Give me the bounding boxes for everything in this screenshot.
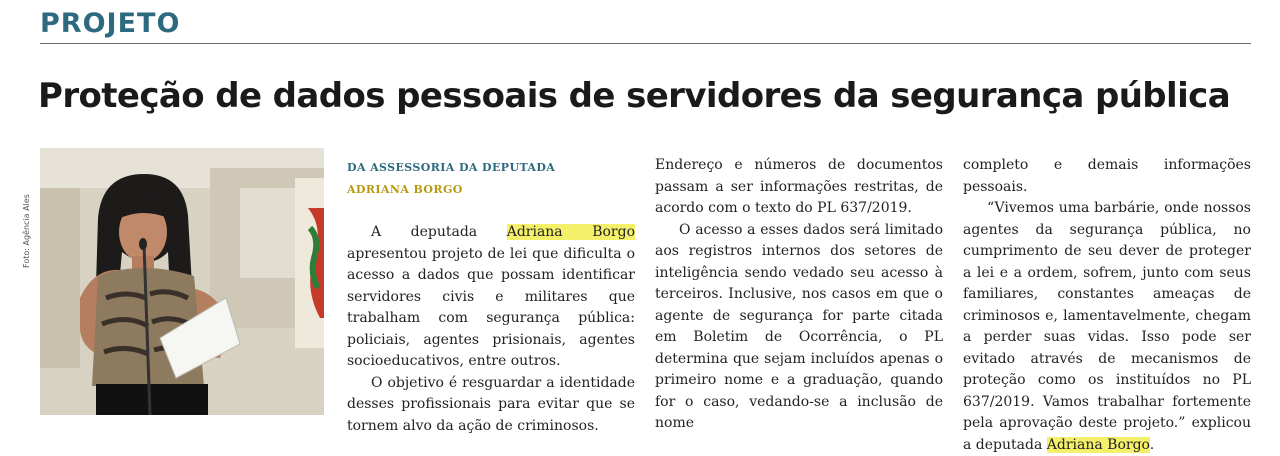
byline-source: DA ASSESSORIA DA DEPUTADA [347, 161, 556, 174]
headline: Proteção de dados pessoais de servidores da segurança pública [38, 76, 1231, 116]
photo-credit [22, 150, 36, 270]
deputy-name-highlight: Adriana Borgo [506, 224, 635, 240]
paragraph-text: apresentou projeto de lei que dificulta o acesso a dados que possam identificar servidores civis e militares que trabalham com segurança pública: policiais, agentes prisionais, agentes socioeducativos, entre outros. [347, 245, 635, 369]
byline [347, 157, 555, 201]
section-label: PROJETO [40, 8, 181, 39]
article-paragraph [963, 198, 1251, 456]
article-column-3 [963, 155, 1251, 456]
article-column-2 [655, 155, 943, 435]
byline-author: ADRIANA BORGO [347, 183, 463, 196]
section-divider [40, 43, 1251, 44]
photo-credit-text: Foto: Agência Ales [22, 194, 31, 268]
deputy-photo-illustration [40, 148, 324, 415]
article-paragraph: Endereço e números de documentos passam a ser informações restritas, de acordo com o texto do PL 637/2019. [655, 157, 943, 216]
deputy-photo [40, 148, 324, 415]
deputy-name-highlight: Adriana Borgo [1046, 436, 1150, 453]
article-paragraph [347, 222, 635, 373]
article-column-1 [347, 222, 635, 437]
paragraph-end: . [1149, 436, 1155, 453]
article-paragraph: O objetivo é resguardar a identidade desses profissionais para evitar que se tornem alvo da ação de criminosos. [347, 374, 635, 434]
quote-text: “Vivemos uma barbárie, onde nossos agentes da segurança pública, no cumprimento de seu dever de proteger a lei e a ordem, sofrem, junto com seus familiares, constantes ameaças de criminosos e, lamentavelmente, chegam a perder suas vidas. Isso pode ser evitado através de mecanismos de proteção como os instituídos no PL 637/2019. Vamos trabalhar fortemente pela aprovação deste projeto.” explicou a deputada [963, 200, 1251, 453]
paragraph-text: A deputada [371, 224, 507, 240]
article-paragraph: O acesso a esses dados será limitado aos registros internos dos setores de inteligência sendo vedado seu acesso à terceiros. Inclusive, nos casos em que o agente de segurança for parte citada em Boletim de Ocorrência, o PL determina que sejam incluídos apenas o primeiro nome e a graduação, quando for o caso, vedando-se a inclusão de nome [655, 221, 943, 431]
article-paragraph: completo e demais informações pessoais. [963, 157, 1251, 195]
